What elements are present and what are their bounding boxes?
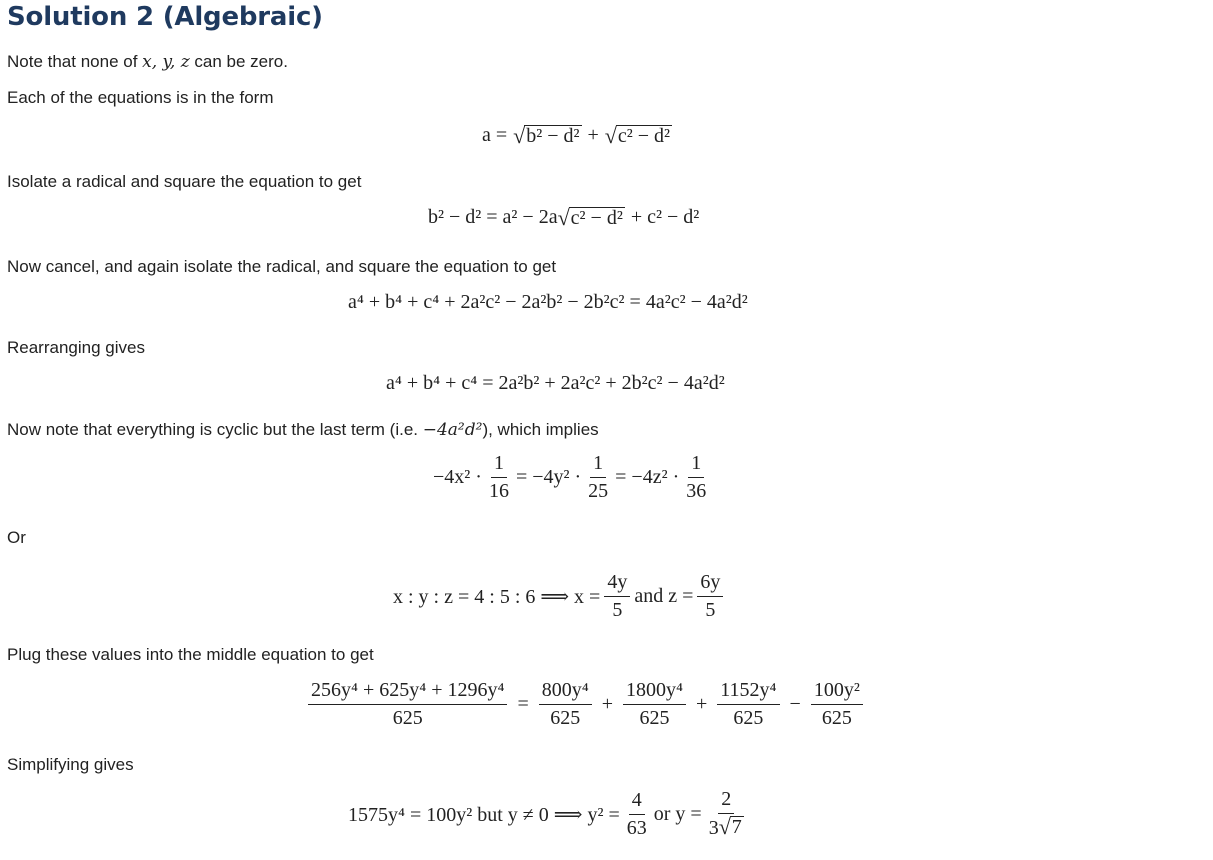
eq2-rhs: + c² − d² [630, 206, 700, 228]
equation-cyclic-ratio [433, 452, 713, 503]
eq7-minus: − [789, 693, 801, 715]
equation-final [348, 788, 751, 840]
fraction-2-3sqrt7 [706, 788, 747, 840]
sqrt-symbol: √ [604, 122, 617, 148]
eq1-radicand-2: c² − d² [617, 124, 671, 147]
frac-denominator [706, 814, 747, 840]
note-math: x, y, z [142, 52, 190, 72]
cyclic-math: −4a²d² [422, 420, 483, 440]
equation-proportion [393, 571, 727, 622]
cyclic-text-start: Now note that everything is cyclic but the last term (i.e. [7, 420, 423, 439]
equation-quartic: a⁴ + b⁴ + c⁴ + 2a²c² − 2a²b² − 2b²c² = 4a²c² − 4a²d² [348, 291, 748, 313]
frac-numerator: 1 [688, 452, 704, 478]
frac-numerator: 1 [491, 452, 507, 478]
sqrt-symbol: √ [718, 814, 731, 839]
frac-denominator: 625 [392, 707, 423, 729]
frac-denominator: 36 [686, 480, 707, 502]
frac-numerator: 4y [604, 571, 630, 597]
den-radical [719, 816, 744, 838]
eq5-term-2: = −4y² · [515, 466, 582, 488]
eq8-term-1: 1575y⁴ = 100y² but y ≠ 0 ⟹ y² = [348, 803, 620, 826]
solution-heading: Solution 2 (Algebraic) [7, 2, 323, 32]
frac-numerator: 2 [718, 788, 734, 814]
fraction-4-63 [624, 789, 650, 840]
frac-denominator: 625 [821, 707, 852, 729]
fraction-1800y4 [623, 679, 686, 730]
frac-numerator: 1152y⁴ [717, 679, 779, 705]
frac-numerator: 800y⁴ [539, 679, 592, 705]
eq1-plus: + [587, 124, 599, 146]
equation-substituted [304, 679, 867, 730]
eq2-radical [557, 204, 625, 230]
frac-denominator: 5 [705, 599, 716, 621]
frac-numerator: 6y [697, 571, 723, 597]
eq1-radical-1 [513, 122, 581, 148]
frac-denominator: 625 [733, 707, 764, 729]
fraction-6y-5 [697, 571, 723, 622]
equation-general-form [482, 124, 672, 147]
eq5-term-3: = −4z² · [615, 466, 680, 488]
fraction-lhs-sum [308, 679, 507, 730]
eq7-equals: = [517, 693, 529, 715]
frac-denominator: 5 [612, 599, 623, 621]
paragraph-plug: Plug these values into the middle equation to get [7, 645, 374, 664]
sqrt-symbol: √ [557, 204, 570, 230]
frac-denominator: 25 [588, 480, 609, 502]
fraction-1-25 [585, 452, 611, 503]
eq1-radical-2 [604, 122, 672, 148]
equation-squared [428, 206, 699, 229]
fraction-1-36 [683, 452, 709, 503]
den-coefficient: 3 [708, 817, 719, 839]
paragraph-rearranging: Rearranging gives [7, 338, 145, 357]
frac-numerator: 1 [590, 452, 606, 478]
eq6-term-1: x : y : z = 4 : 5 : 6 ⟹ x = [393, 586, 601, 608]
eq8-term-2: or y = [653, 802, 702, 825]
frac-numerator: 1800y⁴ [623, 679, 686, 705]
fraction-100y2 [811, 679, 863, 730]
eq1-lhs: a = [482, 124, 508, 146]
note-text-start: Note that none of [7, 52, 143, 71]
frac-numerator: 100y² [811, 679, 863, 705]
equation-rearranged: a⁴ + b⁴ + c⁴ = 2a²b² + 2a²c² + 2b²c² − 4a²d² [386, 372, 725, 394]
paragraph-note [7, 52, 288, 72]
eq5-term-1: −4x² · [433, 466, 482, 488]
frac-denominator: 625 [550, 707, 581, 729]
eq2-radicand: c² − d² [570, 206, 623, 229]
fraction-4y-5 [604, 571, 630, 622]
eq1-radicand-1: b² − d² [526, 124, 580, 147]
frac-numerator: 4 [629, 789, 645, 815]
frac-denominator: 16 [488, 480, 509, 502]
eq7-plus-1: + [601, 693, 614, 715]
eq7-plus-2: + [696, 693, 708, 715]
frac-numerator: 256y⁴ + 625y⁴ + 1296y⁴ [308, 679, 507, 705]
paragraph-or: Or [7, 528, 26, 547]
paragraph-cyclic [7, 420, 599, 440]
paragraph-simplifying: Simplifying gives [7, 755, 134, 774]
note-text-end: can be zero. [189, 52, 288, 71]
eq2-lhs: b² − d² = a² − 2a [428, 206, 558, 228]
paragraph-isolate: Isolate a radical and square the equation to get [7, 172, 362, 191]
sqrt-symbol: √ [513, 122, 526, 148]
den-radicand: 7 [731, 816, 742, 838]
frac-denominator: 625 [639, 707, 670, 729]
paragraph-cancel: Now cancel, and again isolate the radical, and square the equation to get [7, 257, 557, 276]
paragraph-form: Each of the equations is in the form [7, 88, 274, 107]
eq6-term-2: and z = [634, 585, 694, 607]
fraction-1-16 [486, 452, 512, 503]
fraction-800y4 [539, 679, 592, 730]
frac-denominator: 63 [626, 816, 647, 839]
fraction-1152y4 [717, 679, 779, 730]
cyclic-text-end: ), which implies [482, 420, 599, 439]
